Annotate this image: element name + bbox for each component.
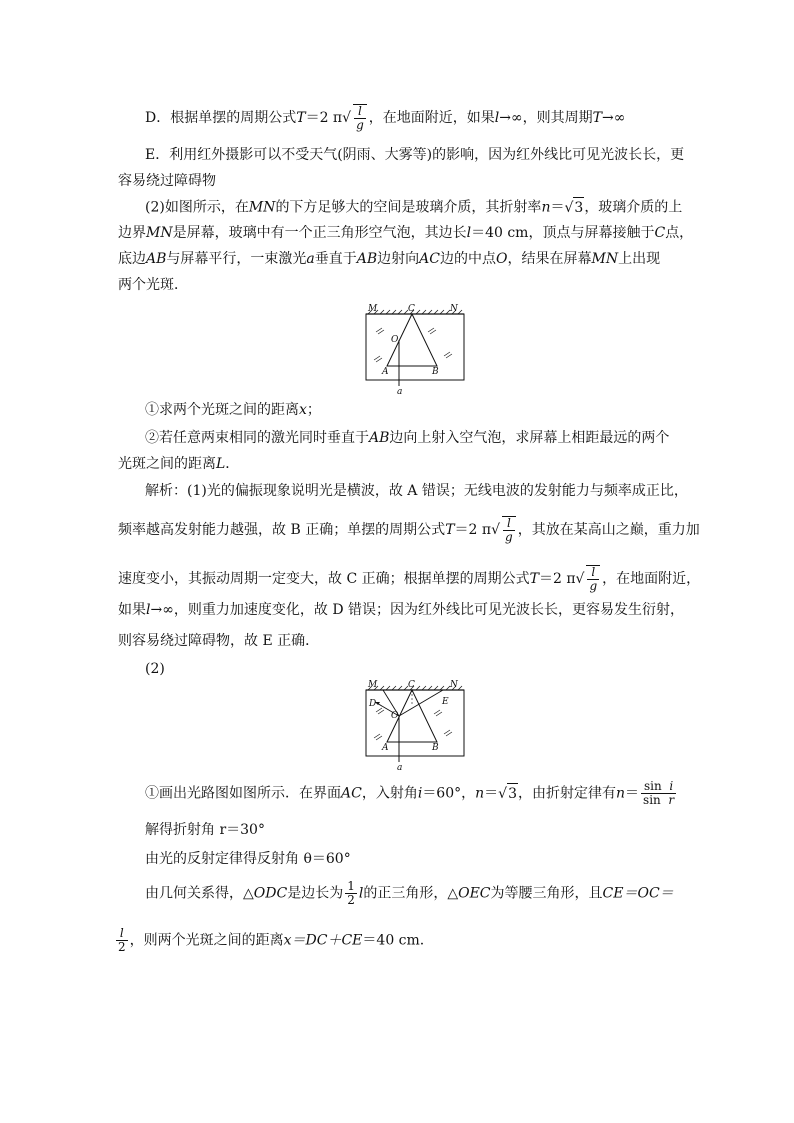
text: 由几何关系得，△ bbox=[145, 885, 254, 902]
sym: ＝ bbox=[625, 785, 640, 802]
text: 点， bbox=[665, 225, 694, 241]
sym: n bbox=[475, 785, 485, 802]
answer-line2: 解得折射角 r＝30° bbox=[145, 822, 265, 838]
text: 边射向 bbox=[377, 251, 420, 267]
text: ，结果在屏幕 bbox=[507, 251, 592, 267]
sym: MN bbox=[591, 251, 619, 267]
label-a: a bbox=[397, 387, 403, 396]
sym-l: l bbox=[494, 110, 500, 126]
sym: ＝2 π bbox=[454, 522, 492, 538]
sym: i bbox=[417, 785, 423, 802]
answer-line1 bbox=[145, 780, 678, 807]
text: →∞，则其周期 bbox=[499, 110, 593, 126]
sym: x bbox=[299, 402, 307, 418]
label-B: B bbox=[432, 743, 439, 753]
label-M: M bbox=[368, 680, 378, 690]
question-2-line4: 两个光斑． bbox=[118, 277, 188, 293]
label-A: A bbox=[382, 743, 389, 753]
half-fraction bbox=[345, 880, 357, 907]
label-C: C bbox=[408, 680, 415, 690]
solution-line3 bbox=[118, 565, 700, 593]
sym: ＝ bbox=[484, 785, 499, 802]
text: 边界 bbox=[118, 225, 146, 241]
sym: l bbox=[358, 885, 364, 902]
text: →∞，则重力加速度变化，故 D 错误；因为红外线比可见光波长长，更容易发生衍射， bbox=[150, 602, 684, 618]
text: ＝40 cm，顶点与屏幕接触于 bbox=[471, 225, 655, 241]
den bbox=[641, 794, 676, 807]
num: l bbox=[116, 927, 128, 941]
text: 是边长为 bbox=[287, 885, 344, 902]
sym: O bbox=[496, 251, 508, 267]
label-a: a bbox=[397, 763, 403, 772]
text: 边向上射入空气泡，求屏幕上相距最远的两个 bbox=[389, 430, 670, 446]
figure-2-diagram bbox=[360, 678, 470, 772]
text: 底边 bbox=[118, 251, 146, 267]
text: ，其放在某高山之巅，重力加 bbox=[517, 522, 700, 538]
answer-line4 bbox=[145, 880, 674, 907]
sym: l bbox=[466, 225, 472, 241]
text: ②若任意两束相同的激光同时垂直于 bbox=[145, 430, 369, 446]
num: l bbox=[354, 105, 366, 119]
text: ＝60°， bbox=[422, 785, 476, 802]
sym: C bbox=[654, 225, 666, 241]
sym: AC bbox=[341, 785, 362, 802]
den: 2 bbox=[118, 940, 126, 954]
sym: T bbox=[529, 571, 539, 587]
text: ，在地面附近，如果 bbox=[368, 110, 495, 126]
num: l bbox=[503, 517, 515, 531]
text: ，玻璃介质的上 bbox=[584, 199, 683, 216]
den: 2 bbox=[347, 893, 355, 907]
figure-1-diagram bbox=[360, 302, 470, 396]
sym: AC bbox=[419, 251, 440, 267]
solution-line1: 解析：(1)光的偏振现象说明光是横波，故 A 错误；无线电波的发射能力与频率成正比， bbox=[145, 483, 688, 499]
sym: ＝ bbox=[550, 199, 565, 216]
rad: 3 bbox=[507, 783, 518, 804]
subquestion-2-line2 bbox=[118, 454, 239, 474]
sym: n bbox=[616, 785, 626, 802]
sym-T: T bbox=[592, 110, 602, 126]
text: 与屏幕平行，一束激光 bbox=[166, 251, 307, 267]
num bbox=[641, 780, 676, 794]
sym: AB bbox=[369, 430, 390, 446]
text: 的下方足够大的空间是玻璃介质，其折射率 bbox=[275, 199, 542, 216]
solution-line5: 则容易绕过障碍物，故 E 正确． bbox=[118, 633, 320, 649]
answer-line3: 由光的反射定律得反射角 θ＝60° bbox=[145, 851, 351, 867]
subquestion-2-line1 bbox=[145, 428, 669, 448]
text: 边的中点 bbox=[440, 251, 496, 267]
text: 光斑之间的距离 bbox=[118, 456, 216, 472]
text: 是屏幕，玻璃中有一个正三角形空气泡，其边长 bbox=[172, 225, 467, 241]
solution-line4 bbox=[118, 600, 684, 620]
text: 频率越高发射能力越强，故 B 正确；单摆的周期公式 bbox=[118, 522, 446, 538]
label-E: E bbox=[442, 697, 449, 707]
sym-eq: ＝2 π bbox=[305, 110, 343, 126]
text: →∞ bbox=[601, 110, 626, 126]
answer-line5 bbox=[114, 927, 424, 954]
sym: r bbox=[668, 793, 675, 807]
sym: OEC bbox=[458, 885, 491, 902]
label-D: D bbox=[369, 699, 377, 709]
text: ，入射角 bbox=[361, 785, 418, 802]
sym: a bbox=[306, 251, 315, 267]
text: ，在地面附近， bbox=[602, 571, 701, 587]
frac bbox=[586, 565, 600, 593]
text: 垂直于 bbox=[314, 251, 357, 267]
sym: CE＝OC＝ bbox=[602, 885, 674, 902]
num: l bbox=[587, 566, 599, 580]
label-A: A bbox=[382, 367, 389, 377]
text: 为等腰三角形，且 bbox=[490, 885, 603, 902]
text: ，则两个光斑之间的距离 bbox=[129, 932, 284, 949]
sin: sin bbox=[643, 793, 661, 807]
text: ． bbox=[225, 456, 240, 472]
text: (2)如图所示，在 bbox=[145, 199, 249, 216]
label-B: B bbox=[432, 367, 439, 377]
sqrt-formula: √ $\frac{l}{g}$ bbox=[491, 516, 518, 544]
l-half-fraction bbox=[116, 927, 128, 954]
text: ①求两个光斑之间的距离 bbox=[145, 402, 299, 418]
sym: MN bbox=[146, 225, 173, 241]
sym: l bbox=[146, 602, 151, 618]
frac bbox=[502, 516, 516, 544]
label-C: C bbox=[408, 304, 415, 314]
sqrt: √3 bbox=[498, 783, 518, 804]
question-2-line2 bbox=[118, 223, 693, 243]
sym: T bbox=[445, 522, 455, 538]
sym: AB bbox=[356, 251, 378, 267]
text: 如果 bbox=[118, 602, 146, 618]
label-O: O bbox=[391, 335, 399, 345]
rad: 3 bbox=[573, 197, 584, 218]
question-2-line3 bbox=[118, 249, 660, 269]
text: ①画出光路图如图所示．在界面 bbox=[145, 785, 341, 802]
den: g bbox=[505, 530, 513, 544]
sqrt-formula: √ $\frac{l}{g}$ bbox=[576, 565, 603, 593]
text: ，由折射定律有 bbox=[518, 785, 617, 802]
sqrt: √3 bbox=[564, 197, 584, 218]
question-2-line1 bbox=[145, 197, 682, 218]
sym: i bbox=[669, 779, 674, 793]
num: 1 bbox=[347, 879, 355, 893]
sym: AB bbox=[146, 251, 167, 267]
solution-part2-label: (2) bbox=[145, 661, 165, 677]
solution-line2 bbox=[118, 516, 700, 544]
den: g bbox=[589, 579, 598, 593]
sym: MN bbox=[248, 199, 276, 216]
frac bbox=[353, 104, 367, 132]
text: D．根据单摆的周期公式 bbox=[145, 110, 297, 126]
sym: x＝DC＋CE bbox=[283, 932, 363, 949]
label-N: N bbox=[450, 680, 458, 690]
sym: ODC bbox=[253, 885, 288, 902]
sin: sin bbox=[644, 779, 662, 793]
option-d bbox=[145, 104, 625, 132]
text: ＝40 cm. bbox=[362, 932, 425, 949]
den: g bbox=[356, 118, 364, 132]
option-e-line1: E．利用红外摄影可以不受天气(阴雨、大雾等)的影响，因为红外线比可见光波长长，更 bbox=[145, 147, 685, 163]
sym-T: T bbox=[296, 110, 306, 126]
sym: n bbox=[541, 199, 551, 216]
subquestion-1 bbox=[145, 400, 321, 420]
sym: ＝2 π bbox=[538, 571, 576, 587]
option-e-line2: 容易绕过障碍物 bbox=[118, 173, 216, 189]
sym: L bbox=[216, 456, 226, 472]
label-M: M bbox=[368, 304, 378, 314]
text: 上出现 bbox=[618, 251, 661, 267]
snell-fraction bbox=[641, 780, 676, 807]
text: 的正三角形，△ bbox=[363, 885, 459, 902]
label-N: N bbox=[450, 304, 458, 314]
sqrt-formula: √ $\frac{l}{g}$ bbox=[342, 104, 369, 132]
text: 速度变小，其振动周期一定变大，故 C 正确；根据单摆的周期公式 bbox=[118, 571, 530, 587]
label-O: O bbox=[391, 711, 399, 721]
text: ； bbox=[306, 402, 321, 418]
